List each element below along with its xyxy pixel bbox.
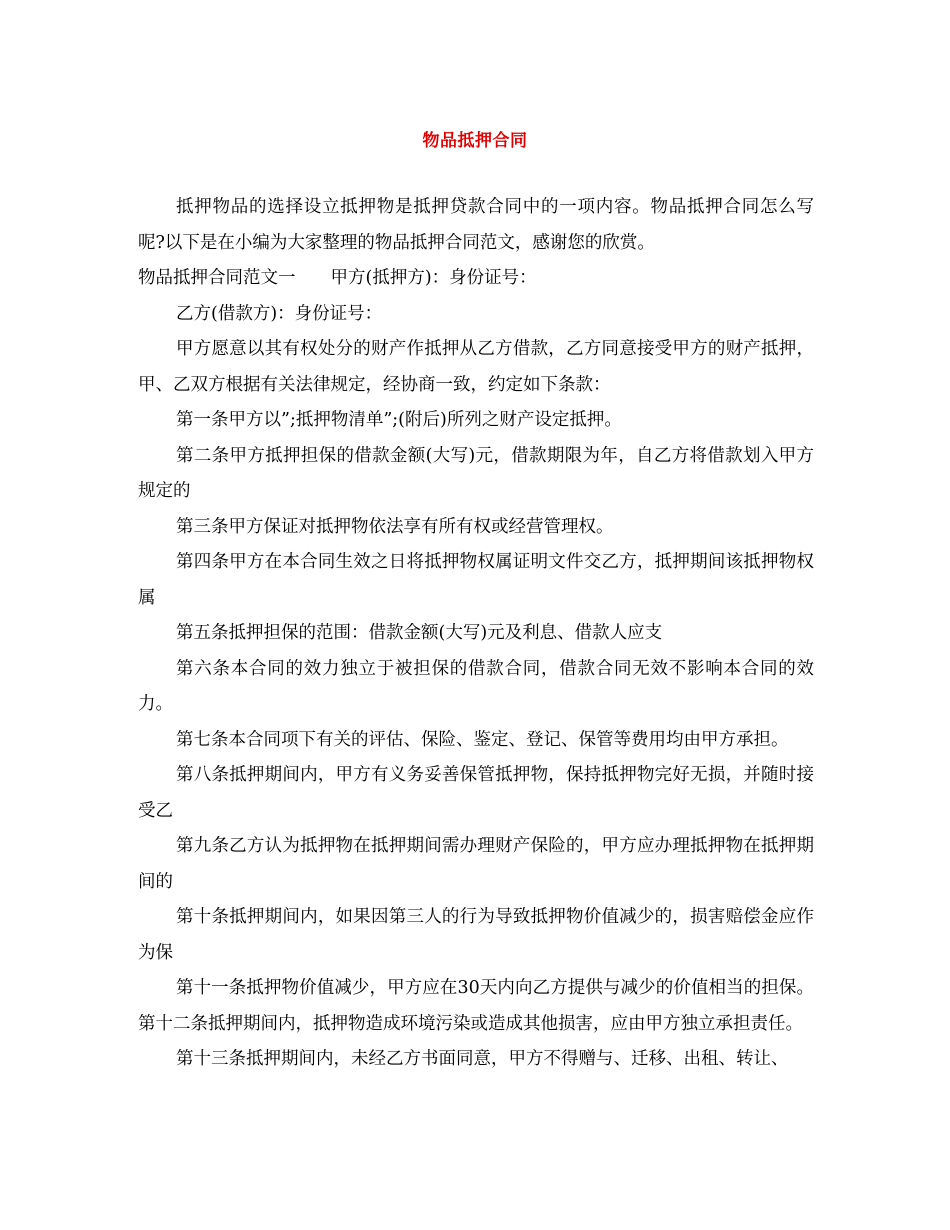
- document-body: [138, 190, 814, 1078]
- paragraph-article-1: 第一条甲方以”;抵押物清单”;(附后)所列之财产设定抵押。: [176, 410, 622, 430]
- paragraph-article-10: 第十条抵押期间内，如果因第三人的行为导致抵押物价值减少的，损害赔偿金应作为保: [138, 907, 814, 963]
- paragraph-article-11-12: 第十一条抵押物价值减少，甲方应在30天内向乙方提供与减少的价值相当的担保。 第十二条抵押期间内，抵押物造成环境污染或造成其他损害，应由甲方独立承担责任。: [138, 978, 814, 1034]
- paragraph-intro: 抵押物品的选择设立抵押物是抵押贷款合同中的一项内容。物品抵押合同怎么写呢?以下是在小编为大家整理的物品抵押合同范文，感谢您的欣赏。: [138, 197, 814, 253]
- paragraph-article-5: 第五条抵押担保的范围：借款金额(大写)元及利息、借款人应支: [176, 623, 663, 643]
- document-title: 物品抵押合同: [422, 131, 528, 151]
- paragraph-article-7: 第七条本合同项下有关的评估、保险、鉴定、登记、保管等费用均由甲方承担。: [176, 729, 789, 750]
- paragraph-article-6: 第六条本合同的效力独立于被担保的借款合同，借款合同无效不影响本合同的效力。: [138, 658, 814, 714]
- paragraph-article-8: 第八条抵押期间内，甲方有义务妥善保管抵押物，保持抵押物完好无损，并随时接受乙: [138, 765, 814, 821]
- paragraph-article-4: 第四条甲方在本合同生效之日将抵押物权属证明文件交乙方，抵押期间该抵押物权属: [138, 552, 814, 608]
- paragraph-article-3: 第三条甲方保证对抵押物依法享有所有权或经营管理权。: [176, 516, 614, 537]
- paragraph-article-13: 第十三条抵押期间内，未经乙方书面同意，甲方不得赠与、迁移、出租、转让、: [176, 1049, 789, 1069]
- paragraph-article-2: 第二条甲方抵押担保的借款金额(大写)元，借款期限为年，自乙方将借款划入甲方规定的: [138, 445, 814, 501]
- paragraph-sample-heading: 物品抵押合同范文一 甲方(抵押方)：身份证号：: [138, 268, 537, 288]
- paragraph-agreement: 甲方愿意以其有权处分的财产作抵押从乙方借款，乙方同意接受甲方的财产抵押，甲、乙双方根据有关法律规定，经协商一致，约定如下条款：: [138, 339, 814, 395]
- paragraph-article-9: 第九条乙方认为抵押物在抵押期间需办理财产保险的，甲方应办理抵押物在抵押期间的: [138, 836, 814, 892]
- paragraph-party-b: 乙方(借款方)：身份证号：: [176, 303, 383, 324]
